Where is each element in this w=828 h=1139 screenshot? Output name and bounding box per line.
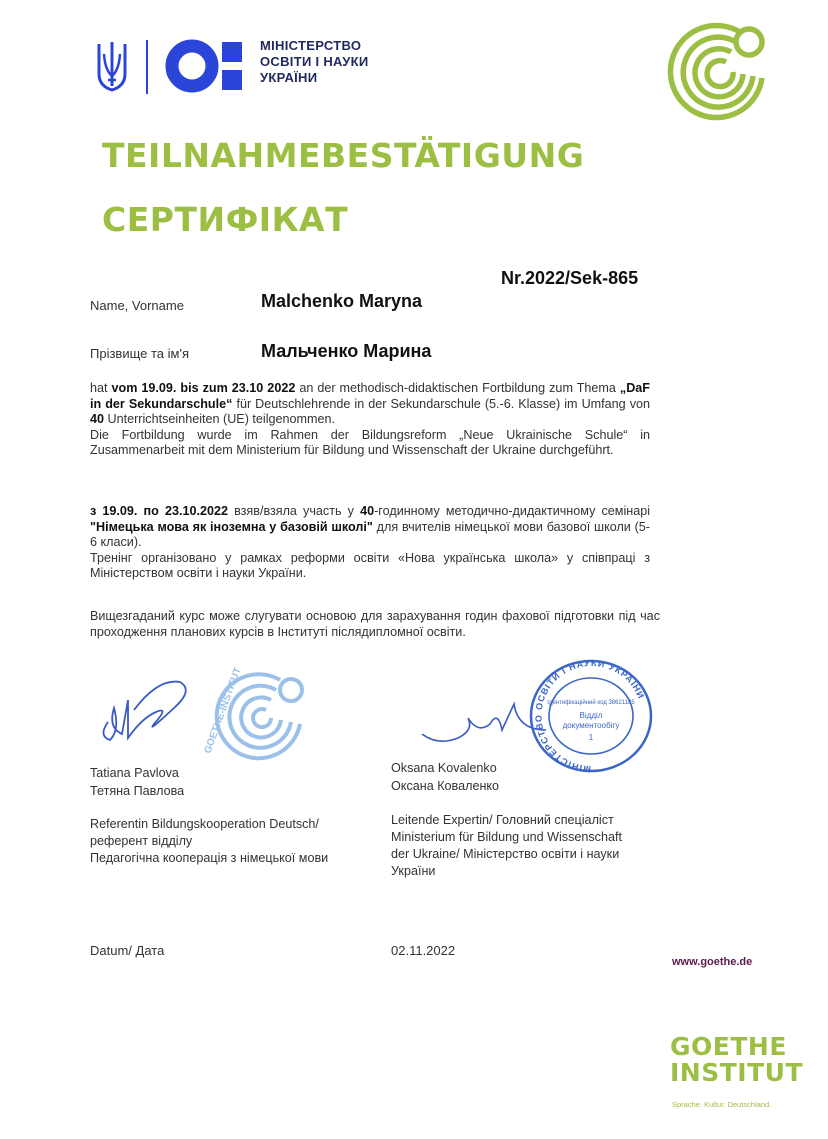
- ministry-logo-icon: [164, 38, 246, 94]
- role-line: Ministerium für Bildung und Wissenschaft: [391, 830, 622, 844]
- stamp-center-line: документообігу: [562, 721, 620, 730]
- ministry-name: [260, 38, 368, 86]
- name-value-ukrainian: Мальченко Марина: [261, 341, 432, 361]
- signature-left: [94, 672, 204, 752]
- wordmark-line: INSTITUT: [670, 1058, 803, 1087]
- name-value-german: Malchenko Maryna: [261, 291, 423, 311]
- role-line: Педагогічна кооперація з німецької мови: [90, 851, 329, 865]
- stamp-center-line: 1: [588, 733, 594, 742]
- date-label: Datum/ Дата: [90, 943, 165, 958]
- paragraph-note: Вищезгаданий курс може слугувати основою для зарахування годин фахової підготовки під час проходження планових курсів в Інституті післядипломної освіти.: [90, 609, 660, 639]
- goethe-stamp: [196, 660, 328, 772]
- title-german: TEILNAHMEBESTÄTIGUNG: [102, 136, 585, 175]
- title-ukrainian: СЕРТИФІКАТ: [102, 200, 349, 239]
- goethe-logo-icon: [664, 12, 776, 124]
- ministry-line: ОСВІТИ І НАУКИ: [260, 54, 369, 69]
- paragraph-german-line2: Die Fortbildung wurde im Rahmen der Bildungsreform „Neue Ukrainische Schule“ in Zusammenarbeit mit dem Ministerium für Bildung und Wissenschaft der Ukraine durchgeführt.: [90, 427, 650, 457]
- signer-right-name-ukrainian: Оксана Коваленко: [391, 779, 500, 793]
- goethe-wordmark: [670, 1034, 803, 1086]
- signer-left-name-ukrainian: Тетяна Павлова: [90, 784, 185, 798]
- name-label-german: Name, Vorname: [90, 298, 184, 313]
- paragraph-ukrainian: з 19.09. по 23.10.2022 взяв/взяла участь у 40-годинному методично-дидактичному семінарі "Німецька мова як іноземна у базовій школі" для вчителів німецької мови базової школи (5-6 класи). Тренінг організовано у рамках реформи освіти «Нова українська школа» у співпраці з Міністерством освіти і науки України.: [90, 504, 651, 580]
- wordmark-line: GOETHE: [670, 1032, 787, 1061]
- role-line: референт відділу: [90, 834, 193, 848]
- goethe-tagline: Sprache. Kultur. Deutschland.: [672, 1100, 772, 1109]
- name-label-ukrainian: Прізвище та ім'я: [90, 346, 189, 361]
- header-divider: [146, 40, 148, 94]
- signer-left-name-german: Tatiana Pavlova: [90, 766, 179, 780]
- signer-left-role: [90, 816, 328, 867]
- goethe-stamp-text: GOETHE-INSTITUT: [202, 666, 244, 756]
- role-line: Leitende Expertin/ Головний спеціаліст: [391, 813, 614, 827]
- signer-right-role: [391, 812, 622, 880]
- paragraph-ukrainian-line2: Тренінг організовано у рамках реформи освіти «Нова українська школа» у співпраці з Міністерством освіти і науки України.: [90, 550, 650, 580]
- paragraph-german: hat vom 19.09. bis zum 23.10 2022 an der methodisch-didaktischen Fortbildung zum Thema „DaF in der Sekundarschule“ für Deutschlehrende in der Sekundarschule (5.-6. Klasse) im Umfang von 40 Unterrichtseinheiten (UE) teilgenommen. Die Fortbildung wurde im Rahmen der Bildungsreform „Neue Ukrainische Schule“ in Zusammenarbeit mit dem Ministerium für Bildung und Wissenschaft der Ukraine durchgeführt.: [90, 381, 650, 457]
- ministry-line: УКРАЇНИ: [260, 70, 318, 85]
- stamp-ring-text: МІНІСТЕРСТВО ОСВІТИ І НАУКИ УКРАЇНИ: [533, 658, 647, 775]
- stamp-code: Ідентифікаційний код 38621185: [547, 700, 635, 706]
- ministry-line: МІНІСТЕРСТВО: [260, 38, 362, 53]
- official-stamp: [526, 658, 656, 778]
- role-line: Referentin Bildungskooperation Deutsch/: [90, 817, 319, 831]
- stamp-center-line: Відділ: [579, 711, 603, 720]
- signer-right-names: [391, 759, 499, 795]
- certificate-number: Nr.2022/Sek-865: [501, 268, 639, 288]
- signer-left-names: [90, 764, 184, 800]
- trident-icon: [96, 40, 128, 94]
- date-value: 02.11.2022: [391, 943, 456, 958]
- website-link[interactable]: www.goethe.de: [672, 956, 753, 968]
- signer-right-name-german: Oksana Kovalenko: [391, 761, 497, 775]
- role-line: der Ukraine/ Міністерство освіти і науки: [391, 847, 620, 861]
- role-line: України: [391, 864, 436, 878]
